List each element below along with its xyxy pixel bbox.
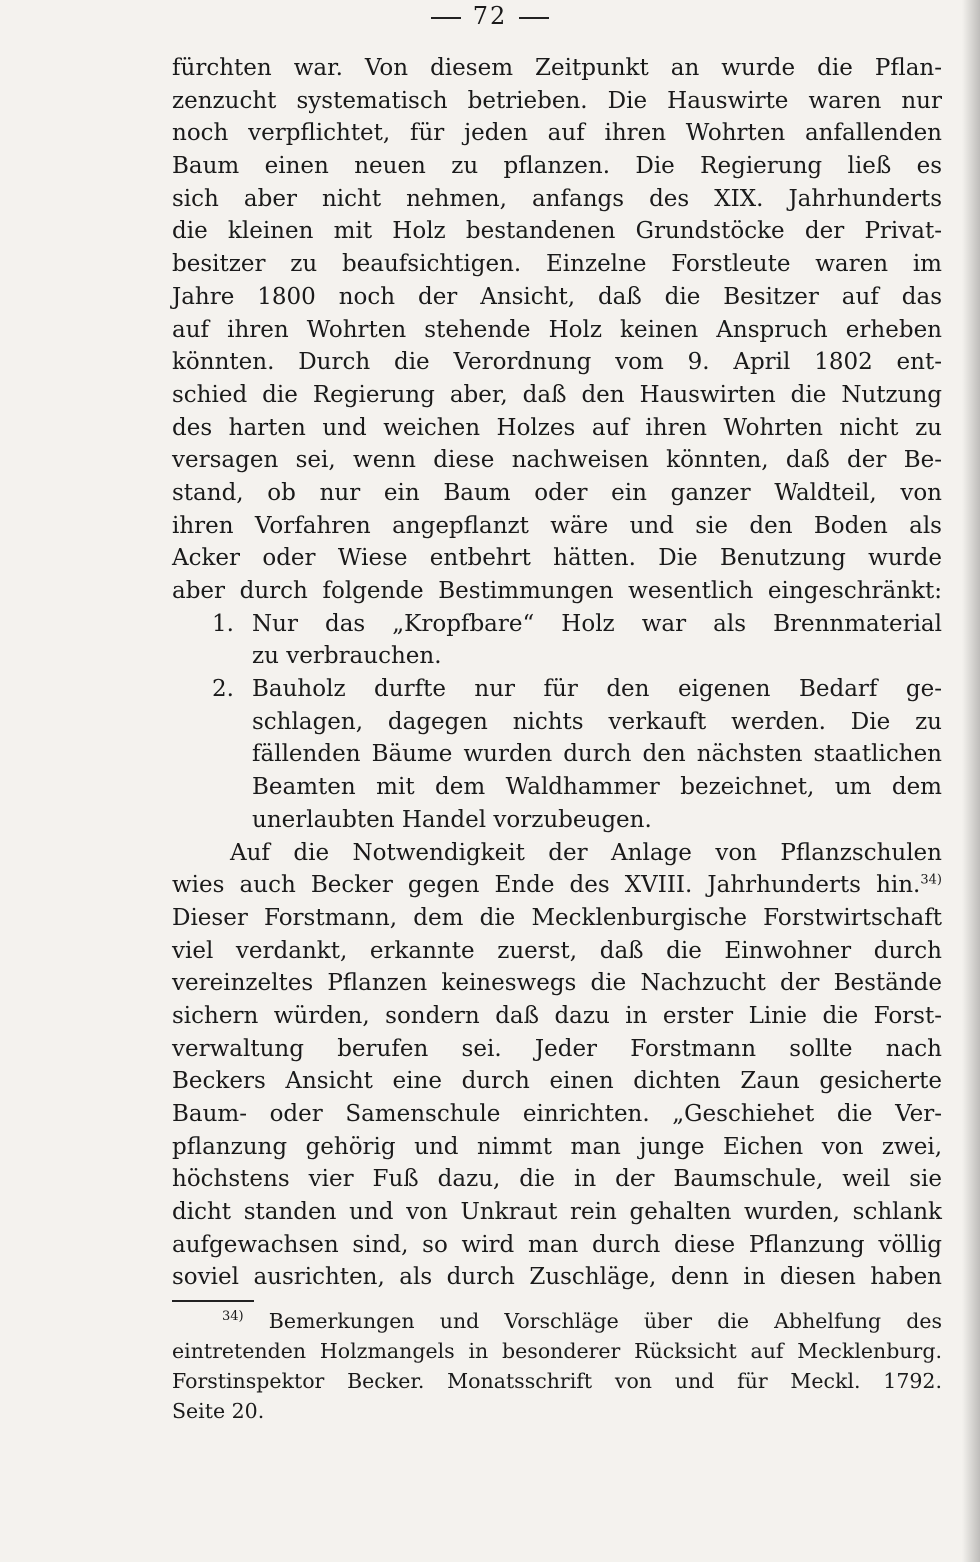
list-number: 1. — [212, 610, 234, 637]
footnote-reference: 34) — [920, 872, 942, 888]
text-line: schied die Regierung aber, daß den Hauswirten die Nutzung — [172, 381, 942, 408]
list-line: Beamten mit dem Waldhammer bezeichnet, um dem — [252, 774, 942, 801]
text-line: pflanzung gehörig und nimmt man junge Eichen von zwei, — [172, 1133, 942, 1160]
text-line: könnten. Durch die Verordnung vom 9. April 1802 ent- — [172, 349, 942, 376]
footnote-line: eintretenden Holzmangels in besonderer Rücksicht auf Mecklenburg. — [172, 1339, 942, 1363]
text-line: stand, ob nur ein Baum oder ein ganzer Waldteil, von — [172, 479, 942, 506]
footnote-marker: 34) — [222, 1309, 244, 1325]
text-line: zenzucht systematisch betrieben. Die Hauswirte waren nur — [172, 87, 942, 114]
text-line-content: wies auch Becker gegen Ende des XVIII. Jahrhunderts hin. — [172, 872, 921, 899]
text-line: aber durch folgende Bestimmungen wesentlich eingeschränkt: — [172, 578, 942, 604]
text-line: verwaltung berufen sei. Jeder Forstmann sollte nach — [172, 1035, 942, 1062]
text-line: sich aber nicht nehmen, anfangs des XIX. Jahrhunderts — [172, 185, 942, 212]
footnote-text: Bemerkungen und Vorschläge über die Abhelfung des — [268, 1309, 942, 1333]
text-line: noch verpflichtet, für jeden auf ihren Wohrten anfallenden — [172, 120, 942, 147]
text-line: die kleinen mit Holz bestandenen Grundstöcke der Privat- — [172, 218, 942, 245]
main-text — [172, 52, 942, 1294]
footnote-line: Forstinspektor Becker. Monatsschrift von und für Meckl. 1792. — [172, 1369, 942, 1393]
text-line: sichern würden, sondern daß dazu in erster Linie die Forst- — [172, 1002, 942, 1029]
text-line-with-footnote-ref — [172, 869, 942, 902]
page-edge-shadow — [962, 0, 980, 1562]
right-dash — [519, 17, 549, 19]
text-line: Acker oder Wiese entbehrt hätten. Die Benutzung wurde — [172, 545, 942, 572]
text-line: Baum einen neuen zu pflanzen. Die Regierung ließ es — [172, 153, 942, 180]
text-line: höchstens vier Fuß dazu, die in der Baumschule, weil sie — [172, 1166, 942, 1193]
text-line: viel verdankt, erkannte zuerst, daß die Einwohner durch — [172, 937, 942, 964]
footnote-line: Seite 20. — [172, 1399, 265, 1423]
list-line: Nur das „Kropfbare“ Holz war als Brennmaterial — [252, 610, 942, 637]
left-dash — [431, 17, 461, 19]
text-line: soviel ausrichten, als durch Zuschläge, denn in diesen haben — [172, 1264, 942, 1291]
text-line: Auf die Notwendigkeit der Anlage von Pflanzschulen — [230, 839, 942, 866]
text-line: vereinzeltes Pflanzen keineswegs die Nachzucht der Bestände — [172, 970, 942, 997]
text-line: besitzer zu beaufsichtigen. Einzelne Forstleute waren im — [172, 251, 942, 278]
page-number — [0, 2, 980, 30]
text-line: auf ihren Wohrten stehende Holz keinen Anspruch erheben — [172, 316, 942, 343]
text-line: dicht standen und von Unkraut rein gehalten wurden, schlank — [172, 1199, 942, 1226]
text-line: Baum- oder Samenschule einrichten. „Geschiehet die Ver- — [172, 1101, 942, 1127]
list-line: unerlaubten Handel vorzubeugen. — [252, 806, 652, 833]
text-line: Jahre 1800 noch der Ansicht, daß die Besitzer auf das — [172, 283, 942, 310]
footnote-line — [172, 1306, 942, 1336]
footnote-divider — [172, 1300, 254, 1302]
list-item-2 — [172, 673, 942, 836]
text-line: fürchten war. Von diesem Zeitpunkt an wurde die Pflan- — [172, 55, 942, 81]
list-line: Bauholz durfte nur für den eigenen Bedarf ge- — [252, 676, 942, 703]
text-line: aufgewachsen sind, so wird man durch diese Pflanzung völlig — [172, 1231, 942, 1258]
list-line: schlagen, dagegen nichts verkauft werden. Die zu — [252, 708, 942, 735]
text-line: Dieser Forstmann, dem die Mecklenburgische Forstwirtschaft — [172, 904, 942, 931]
list-item-1 — [172, 608, 942, 673]
text-line: des harten und weichen Holzes auf ihren Wohrten nicht zu — [172, 414, 942, 441]
text-line: Beckers Ansicht eine durch einen dichten Zaun gesicherte — [172, 1068, 942, 1095]
page-number-text: 72 — [472, 2, 508, 30]
text-line: versagen sei, wenn diese nachweisen könnten, daß der Be- — [172, 447, 942, 474]
list-line: fällenden Bäume wurden durch den nächsten staatlichen — [252, 741, 942, 768]
list-number: 2. — [212, 676, 234, 703]
list-line: zu verbrauchen. — [252, 643, 442, 670]
footnote — [172, 1306, 942, 1426]
text-line: ihren Vorfahren angepflanzt wäre und sie den Boden als — [172, 512, 942, 539]
